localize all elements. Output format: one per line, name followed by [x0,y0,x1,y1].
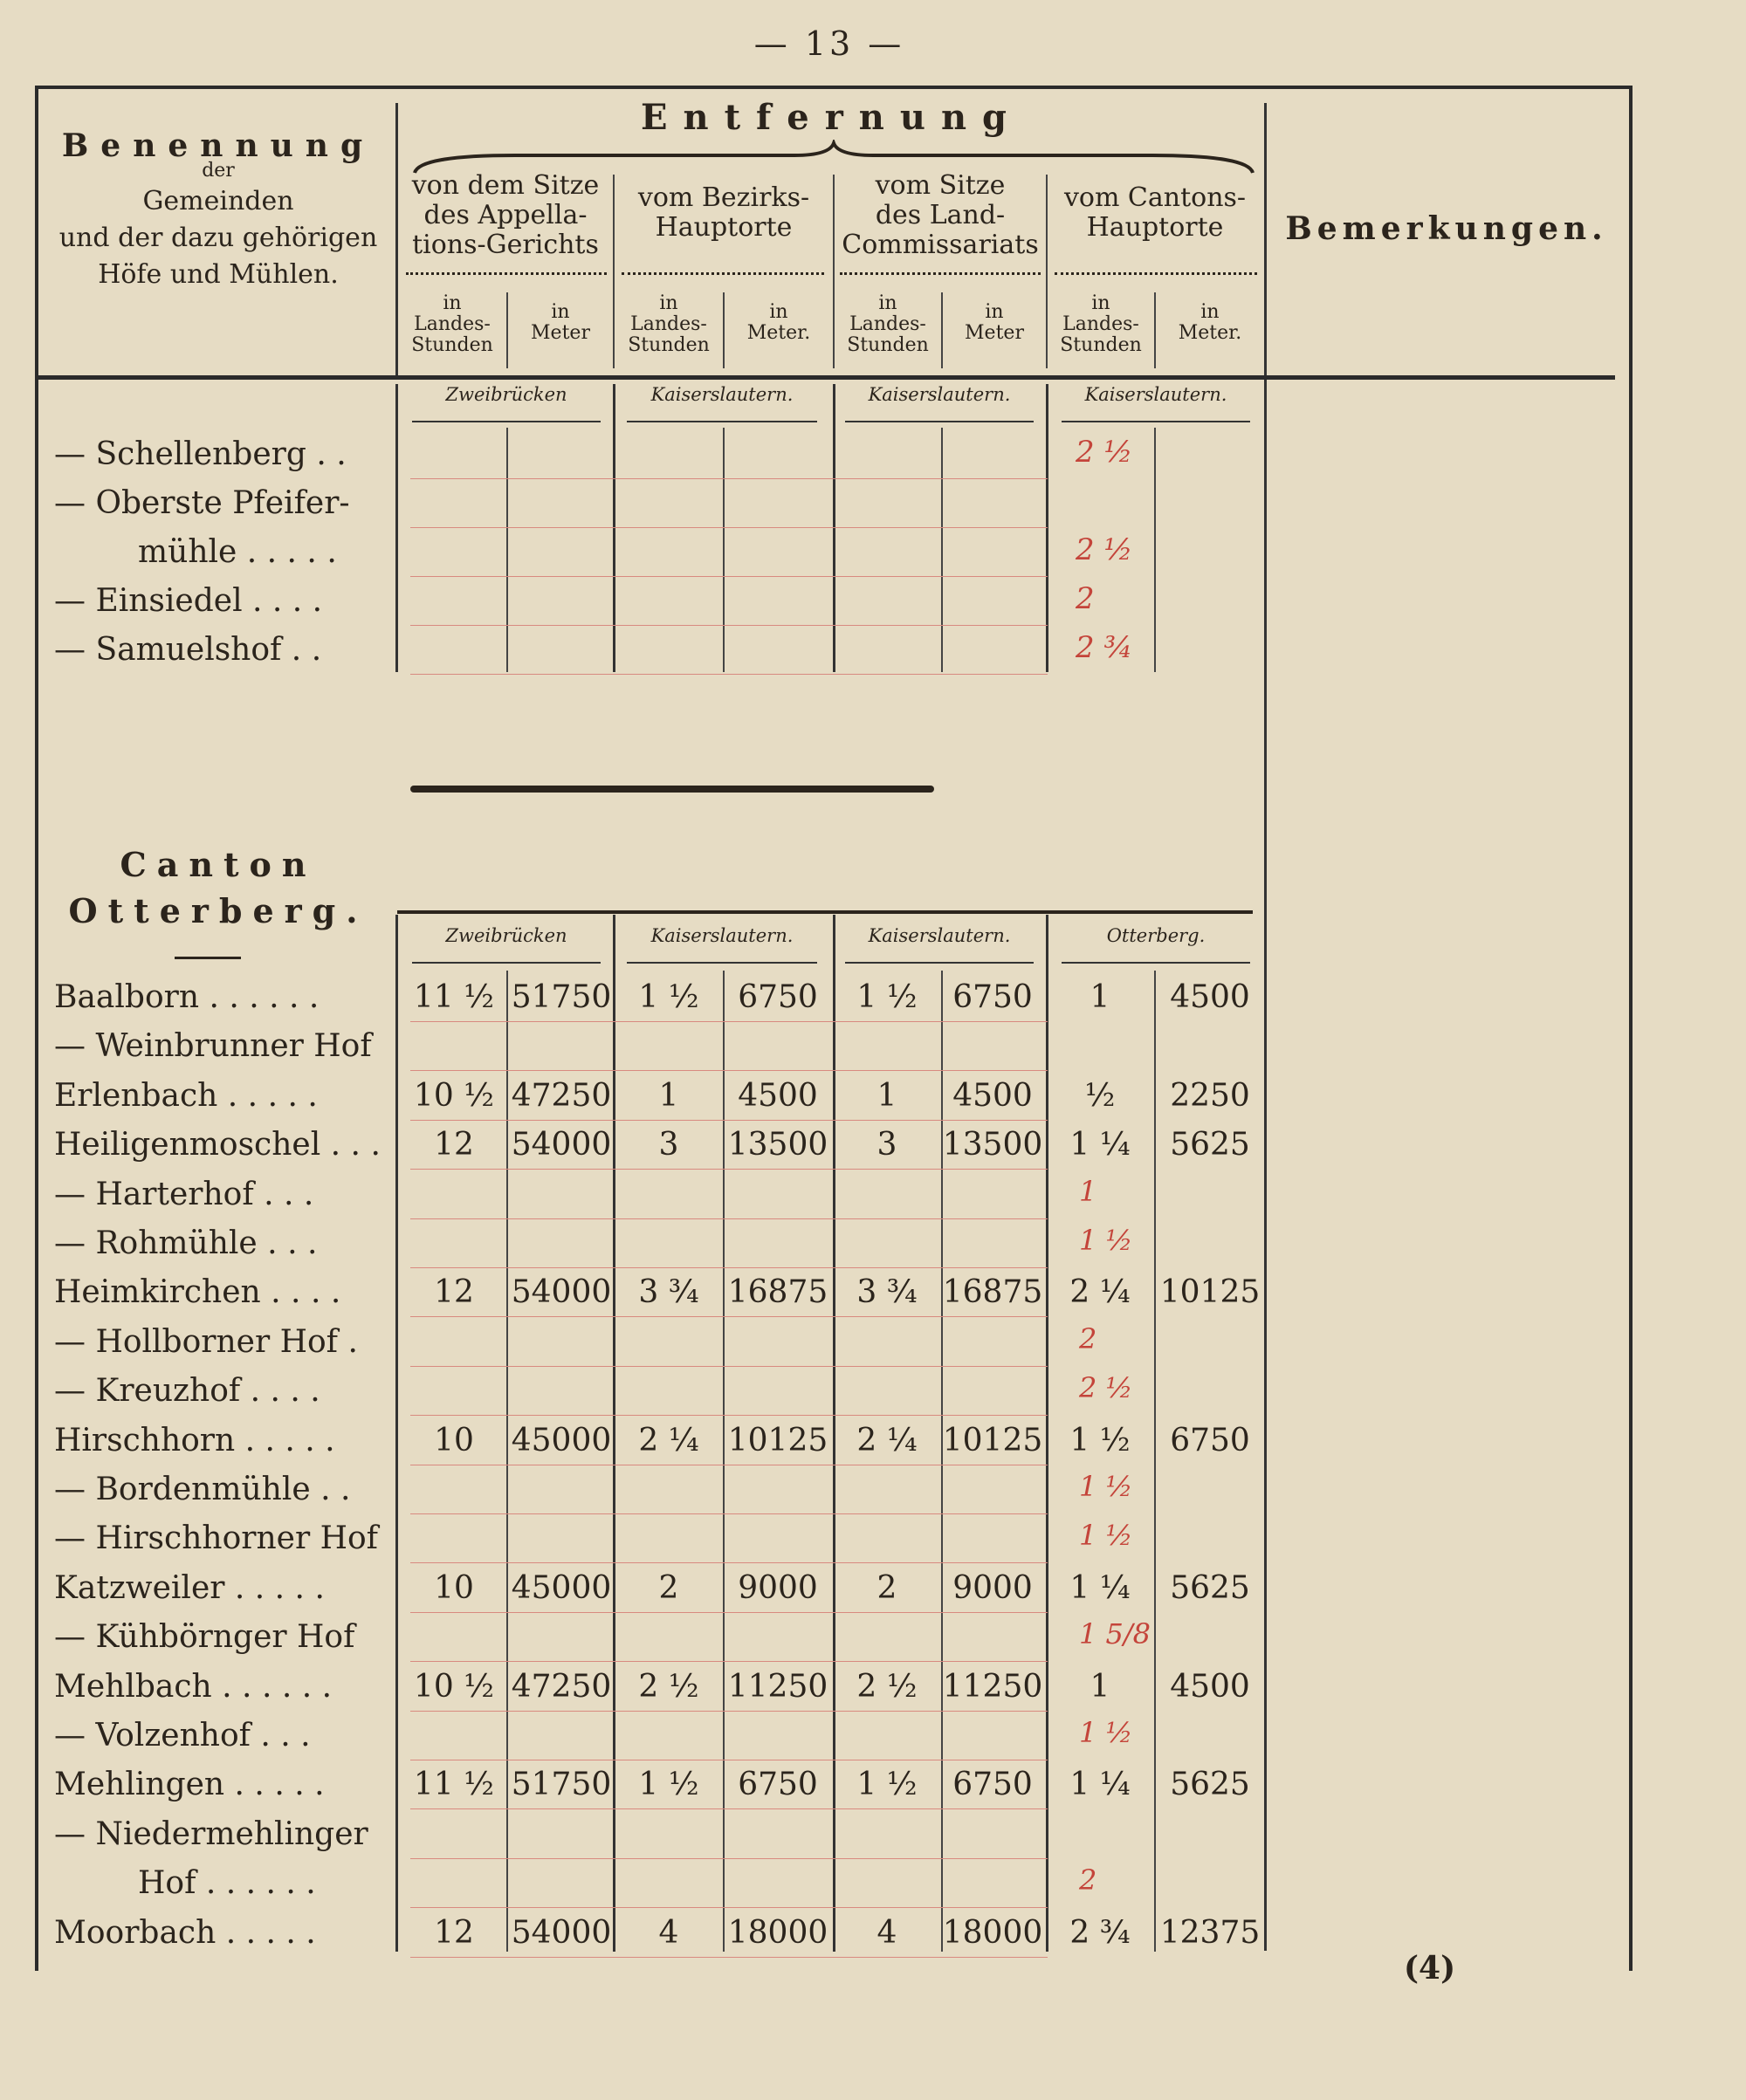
distance-cell: 18000 [727,1915,828,1951]
place-name: Baalborn . . . . . . [54,979,320,1015]
header-group-canton: vom Cantons- Hauptorte [1063,182,1247,243]
place-underline [1062,962,1250,964]
place-name: — Harterhof . . . [54,1177,314,1212]
place-name: — Oberste Pfeifer- [54,485,350,521]
handwritten-distance: 1 ½ [1079,1470,1133,1503]
distance-cell: 12 [434,1274,474,1310]
red-rule [410,1711,1048,1712]
distance-cell: 45000 [511,1423,612,1458]
subheader-hours-1: in Landes- Stunden [411,292,493,356]
place-name: Heiligenmoschel . . . [54,1127,381,1163]
red-rule [410,527,1048,528]
distance-cell: 11250 [942,1669,1043,1705]
header-brace [410,140,1257,175]
red-rule [410,1957,1048,1958]
red-rule [410,1661,1048,1662]
place-underline [412,962,601,964]
handwritten-distance: 2 [1079,1322,1097,1355]
column-line [506,428,508,672]
header-wave-3 [840,272,1041,275]
distance-cell: 18000 [942,1915,1043,1951]
subheader-meter-2: in Meter. [746,301,811,344]
distance-cell: 10 ½ [413,1078,495,1114]
place-label: Zweibrücken [445,384,567,405]
distance-cell: 1 [876,1078,897,1114]
distance-cell: 1 ½ [638,979,699,1015]
frame-left-border [35,86,38,1971]
red-rule [410,625,1048,626]
header-remarks: Bemerkungen. [1285,210,1608,247]
header-group-land-commissariat: vom Sitze des Land- Commissariats [842,170,1039,260]
place-name: — Niedermehlinger [54,1816,368,1852]
place-name: Heimkirchen . . . . [54,1274,341,1310]
header-wave-2 [622,272,824,275]
red-rule [410,1366,1048,1367]
place-name: mühle . . . . . [138,534,337,570]
subheader-meter-3: in Meter [965,301,1024,344]
place-label: Kaiserslautern. [650,384,794,405]
frame-right-border [1629,86,1633,1971]
place-name: — Rohmühle . . . [54,1225,318,1261]
header-wave-4 [1055,272,1257,275]
distance-cell: 6750 [738,979,818,1015]
distance-cell: 6750 [738,1767,818,1802]
column-line [941,971,943,1952]
column-line [833,384,835,672]
distance-cell: 6750 [952,1767,1033,1802]
distance-cell: 10 ½ [413,1669,495,1705]
distance-cell: 5625 [1170,1127,1250,1163]
header-subdivider-4 [1154,292,1156,368]
distance-cell: 12375 [1159,1915,1261,1951]
place-name: — Hirschhorner Hof [54,1520,378,1556]
place-name: Erlenbach . . . . . [54,1078,318,1114]
place-name: — Schellenberg . . [54,436,347,472]
handwritten-distance: 1 5/8 [1079,1617,1151,1650]
subheader-hours-2: in Landes- Stunden [628,292,710,356]
distance-cell: 3 [658,1127,679,1163]
place-name: — Kreuzhof . . . . [54,1373,320,1409]
handwritten-distance: 1 ½ [1079,1519,1133,1552]
subheader-meter-1: in Meter [531,301,590,344]
red-rule [410,1267,1048,1268]
header-name-column: Benennung der Gemeinden und der dazu gehörigen Höfe und Mühlen. [58,127,378,290]
sheet-signature: (4) [1404,1950,1456,1987]
place-name: — Weinbrunner Hof [54,1028,372,1064]
distance-cell: 10125 [942,1423,1043,1458]
column-line [1046,384,1048,672]
distance-cell: ½ [1084,1078,1116,1114]
header-subdivider-1 [506,292,508,368]
page-number: — 13 — [753,24,905,63]
distance-cell: 51750 [511,979,612,1015]
handwritten-distance: 2 ½ [1079,1371,1133,1404]
handwritten-distance: 1 ½ [1079,1716,1133,1749]
distance-cell: 54000 [511,1274,612,1310]
red-rule [410,1169,1048,1170]
place-label: Kaiserslautern. [868,384,1011,405]
red-rule [410,1612,1048,1613]
distance-cell: 9000 [952,1570,1033,1606]
place-underline [412,421,601,422]
header-wave-1 [406,272,607,275]
place-name: — Bordenmühle . . [54,1472,351,1507]
handwritten-distance: 2 ½ [1076,435,1133,470]
distance-cell: 1 ½ [856,1767,918,1802]
distance-cell: 16875 [942,1274,1043,1310]
distance-cell: 2 ¼ [638,1423,699,1458]
distance-cell: 45000 [511,1570,612,1606]
distance-cell: 2250 [1170,1078,1250,1114]
distance-cell: 4500 [952,1078,1033,1114]
distance-cell: 54000 [511,1915,612,1951]
distance-cell: 51750 [511,1767,612,1802]
handwritten-distance: 1 [1079,1175,1097,1208]
place-label: Otterberg. [1106,925,1206,946]
place-name: Katzweiler . . . . . [54,1570,325,1606]
distance-cell: 9000 [738,1570,818,1606]
handwritten-distance: 2 [1079,1863,1097,1897]
distance-cell: 11 ½ [413,979,495,1015]
header-divider-group-3 [833,175,835,368]
distance-cell: 1 [658,1078,679,1114]
distance-cell: 2 ¼ [856,1423,918,1458]
red-rule [410,674,1048,675]
red-rule [410,1562,1048,1563]
distance-cell: 2 ¼ [1069,1274,1131,1310]
place-name: Hirschhorn . . . . . [54,1423,335,1458]
column-line [1154,971,1156,1952]
distance-cell: 5625 [1170,1570,1250,1606]
red-rule [410,1415,1048,1416]
distance-cell: 1 ¼ [1069,1767,1131,1802]
red-rule [410,1120,1048,1121]
header-group-bezirk: vom Bezirks- Hauptorte [637,182,810,243]
place-name: Moorbach . . . . . [54,1915,316,1951]
distance-cell: 10 [434,1423,474,1458]
distance-cell: 2 ½ [638,1669,699,1705]
red-rule [410,1808,1048,1809]
header-divider-remarks [1264,103,1267,375]
distance-cell: 1 [1090,979,1110,1015]
place-name: — Einsiedel . . . . [54,583,323,619]
distance-cell: 1 ½ [1069,1423,1131,1458]
place-name: — Kühbörnger Hof [54,1619,355,1655]
header-separator [35,375,1615,380]
place-underline [627,962,817,964]
header-subdivider-3 [941,292,943,368]
canton-underline [175,957,241,959]
distance-cell: 10125 [1159,1274,1261,1310]
distance-cell: 1 ½ [638,1767,699,1802]
distance-cell: 2 [876,1570,897,1606]
distance-cell: 4500 [1170,979,1250,1015]
column-line [941,428,943,672]
subheader-hours-3: in Landes- Stunden [847,292,929,356]
distance-cell: 1 ¼ [1069,1570,1131,1606]
distance-cell: 4 [658,1915,679,1951]
column-line [613,384,615,672]
distance-cell: 47250 [511,1078,612,1114]
red-rule [410,478,1048,479]
distance-cell: 12 [434,1127,474,1163]
column-line [723,971,725,1952]
place-underline [1062,421,1250,422]
place-name: Mehlbach . . . . . . [54,1669,333,1705]
column-line [1154,428,1156,672]
canton-title: Canton Otterberg. [68,845,368,930]
header-subdivider-2 [723,292,725,368]
handwritten-distance: 2 ½ [1076,532,1133,567]
subheader-hours-4: in Landes- Stunden [1060,292,1142,356]
red-rule [410,1513,1048,1514]
red-rule [410,1316,1048,1317]
distance-cell: 5625 [1170,1767,1250,1802]
distance-cell: 11 ½ [413,1767,495,1802]
red-rule [410,1858,1048,1859]
column-line [723,428,725,672]
section-divider [410,786,934,793]
red-rule [410,1218,1048,1219]
distance-cell: 1 ¼ [1069,1127,1131,1163]
distance-cell: 6750 [952,979,1033,1015]
frame-top-border [35,86,1633,89]
distance-cell: 10 [434,1570,474,1606]
distance-cell: 13500 [727,1127,828,1163]
header-entfernung: Entfernung [641,97,1022,138]
place-name: Hof . . . . . . [138,1865,316,1901]
red-rule [410,1021,1048,1022]
column-line [395,915,398,1952]
place-label: Kaiserslautern. [868,925,1011,946]
distance-cell: 54000 [511,1127,612,1163]
place-label: Zweibrücken [445,925,567,946]
place-label: Kaiserslautern. [650,925,794,946]
handwritten-distance: 2 [1076,581,1095,616]
column-line [395,384,398,672]
place-label: Kaiserslautern. [1084,384,1227,405]
place-name: Mehlingen . . . . . [54,1767,325,1802]
place-name: — Hollborner Hof . [54,1324,358,1360]
distance-cell: 2 [658,1570,679,1606]
red-rule [410,1070,1048,1071]
distance-cell: 3 ¾ [856,1274,918,1310]
body-divider-remarks [1264,380,1267,1951]
handwritten-distance: 2 ¾ [1076,630,1133,665]
column-line [506,971,508,1952]
distance-cell: 12 [434,1915,474,1951]
place-underline [845,421,1034,422]
distance-cell: 47250 [511,1669,612,1705]
distance-cell: 2 ½ [856,1669,918,1705]
distance-cell: 3 [876,1127,897,1163]
handwritten-distance: 1 ½ [1079,1224,1133,1257]
place-underline [845,962,1034,964]
distance-cell: 3 ¾ [638,1274,699,1310]
section2-top-rule [397,910,1253,914]
place-underline [627,421,817,422]
red-rule [410,1907,1048,1908]
red-rule [410,576,1048,577]
distance-cell: 1 [1090,1669,1110,1705]
distance-cell: 2 ¾ [1069,1915,1131,1951]
header-group-appellation: von dem Sitze des Appella- tions-Gerichts [411,170,600,260]
place-name: — Volzenhof . . . [54,1718,311,1753]
distance-cell: 13500 [942,1127,1043,1163]
distance-cell: 4500 [1170,1669,1250,1705]
distance-cell: 16875 [727,1274,828,1310]
distance-cell: 4 [876,1915,897,1951]
distance-cell: 11250 [727,1669,828,1705]
distance-cell: 6750 [1170,1423,1250,1458]
distance-cell: 4500 [738,1078,818,1114]
distance-cell: 10125 [727,1423,828,1458]
distance-cell: 1 ½ [856,979,918,1015]
place-name: — Samuelshof . . [54,632,322,668]
subheader-meter-4: in Meter. [1178,301,1242,344]
